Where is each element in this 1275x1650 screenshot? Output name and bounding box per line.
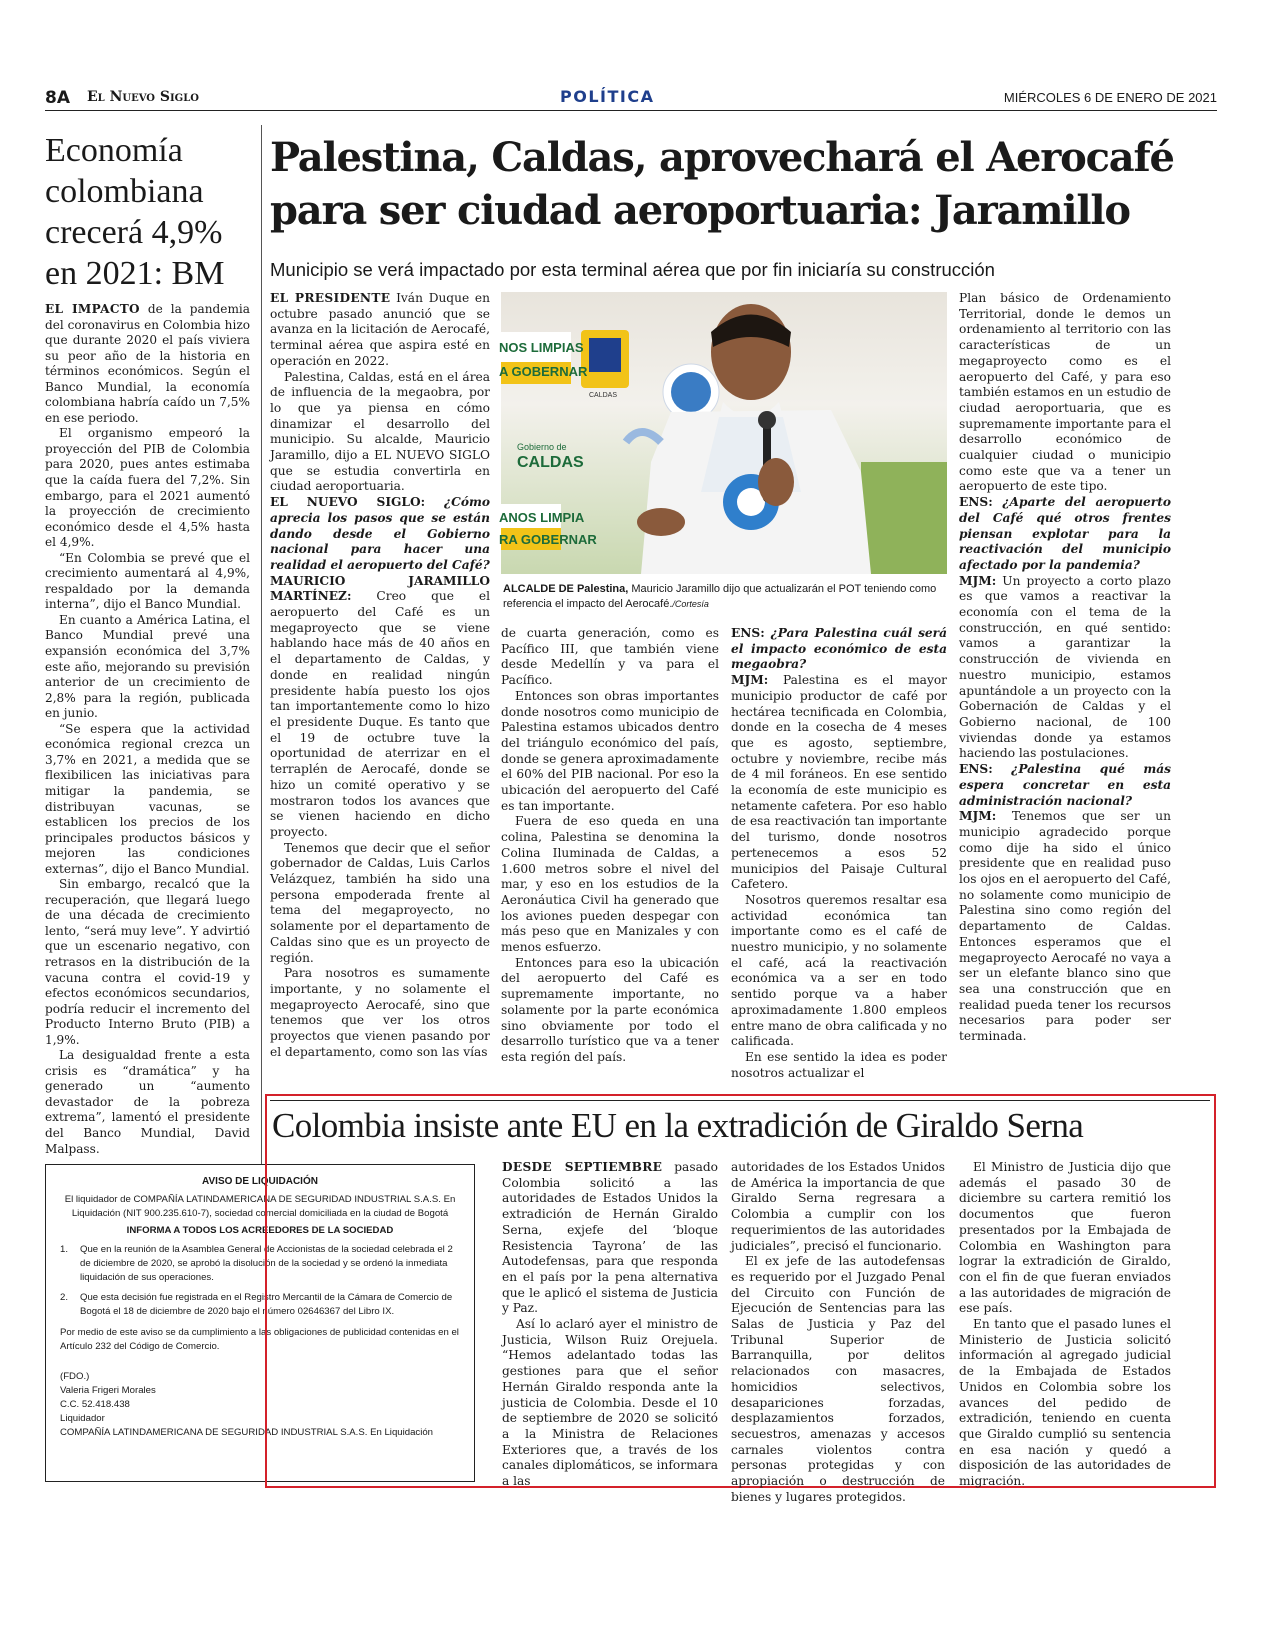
side-paragraph: “Se espera que la actividad económica regional crezca un 3,7% en 2021, a medida que se flexibilicen las iniciativas para mitigar la pandemia, se distribuyan vacunas, se establicen los precios de los principales productos básicos y mejoren las condiciones externas”, dijo el Banco Mundial.: [45, 721, 250, 876]
story2-lead: DESDE SEPTIEMBRE: [502, 1160, 663, 1174]
photo-credit: /Cortesía: [672, 598, 709, 609]
notice-item: 1. Que en la reunión de la Asamblea General de Accionistas de la sociedad celebrada el 2 de diciembre de 2020, se aprobó la disolución de la sociedad y se ordenó la inmediata liquidación de sus operaciones.: [60, 1244, 453, 1283]
side-headline: Economía colombiana crecerá 4,9% en 2021: BM: [45, 132, 225, 292]
interviewer-label: ENS:: [959, 495, 993, 510]
page-header: [45, 86, 1225, 112]
photo-caption: ALCALDE DE Palestina, Mauricio Jaramillo dijo que actualizarán el POT teniendo como referencia el impacto del Aerocafé./Cortesía: [503, 583, 937, 610]
issue-date: MIÉRCOLES 6 DE ENERO DE 2021: [1003, 90, 1217, 105]
photo-seal-text: CALDAS: [589, 392, 618, 399]
notice-heading: INFORMA A TODOS LOS ACREEDORES DE LA SOCIEDAD: [126, 1225, 394, 1236]
interviewer-label: EL NUEVO SIGLO:: [270, 495, 426, 510]
paper-name: El Nuevo Siglo: [87, 89, 199, 105]
main-subheadline: Municipio se verá impactado por esta terminal aérea que por fin iniciaría su construcción: [270, 259, 995, 280]
notice-fdo: (FDO.): [60, 1371, 90, 1382]
notice-company: COMPAÑÍA LATINDAMERICANA DE SEGURIDAD INDUSTRIAL S.A.S. En Liquidación: [60, 1427, 434, 1438]
header-rule: [45, 110, 1217, 111]
photo-banner-text: A GOBERNAR: [499, 364, 588, 379]
story2-column-1: DESDE SEPTIEMBRE pasado Colombia solicitó a las autoridades de Estados Unidos la extradición de Hernán Giraldo Serna, exjefe del ‘bloque Resistencia Tayrona’ de las Autodefensas, para que responda en el país por la pena alternativa que le aplicó el sistema de Justicia y Paz. Así lo aclaró ayer el ministro de Justicia, Wilson Ruiz Orejuela. “Hemos adelantado todas las gestiones para que el señor Hernán Giraldo responda ante la justicia de Colombia. Desde el 10 de septiembre de 2020 se solicitó a la Ministra de Relaciones Exteriores que, a través de los canales diplomáticos, se informara a las: [502, 1160, 718, 1489]
notice-signer-role: Liquidador: [60, 1413, 105, 1424]
column-divider: [261, 125, 262, 1165]
main-column-1: EL PRESIDENTE Iván Duque en octubre pasado anunció que se avanza en la licitación de Aerocafé, terminal aérea que aspira esté en operación en 2022. Palestina, Caldas, está en el área de influencia de la megaobra, por lo que ya piensa en cómo dinamizar el desarrollo del municipio. Su alcalde, Mauricio Jaramillo, dijo a EL NUEVO SIGLO que se estudia convertirla en ciudad aeroportuaria. EL NUEVO SIGLO: ¿Cómo aprecia los pasos que se están dando desde el Gobierno nacional para hacer una realidad el aeropuerto del Café? MAURICIO JARAMILLO MARTÍNEZ: Creo que el aeropuerto del Café es un megaproyecto que se viene hablando hace más de 40 años en el departamento de Caldas, y donde en realidad ningún presidente había puesto los ojos tan importantemente como lo hizo el presidente Duque. Es tanto que el 19 de octubre tuve la oportunidad de aterrizar en el terraplén de Aerocafé, donde se hizo un comité operativo y se mostraron todos los avances que se vienen haciendo en dicho proyecto. Tenemos que decir que el señor gobernador de Caldas, Luis Carlos Velázquez, también ha sido una persona empoderada frente al tema del megaproyecto, no solamente por el departamento de Caldas sino que es un proyecto de región. Para nosotros es sumamente importante, y no solamente el megaproyecto Aerocafé, sino que tenemos que ver los otros proyectos que vienen pasando por el departamento, como son las vías: [270, 291, 490, 1059]
side-paragraph: “En Colombia se prevé que el crecimiento aumentará al 4,9%, respaldado por la demanda interna”, dijo el Banco Mundial.: [45, 550, 250, 612]
interviewee-label: MJM:: [959, 573, 997, 588]
side-lead: EL IMPACTO: [45, 302, 140, 316]
notice-closing: Por medio de este aviso se da cumplimiento a las obligaciones de publicidad contenidas en el Artículo 232 del Código de Comercio.: [60, 1327, 459, 1352]
side-paragraph: El organismo empeoró la proyección del PIB de Colombia para 2020, pues antes estimaba que la caída fuera del 7,2%. Sin embargo, para el 2021 aumentó la proyección de crecimiento económico desde el 4,5% hasta el 4,9%.: [45, 426, 250, 550]
notice-intro: El liquidador de COMPAÑÍA LATINDAMERICANA DE SEGURIDAD INDUSTRIAL S.A.S. En Liquidación (NIT 900.235.610-7), sociedad comercial domiciliada en la ciudad de Bogotá: [64, 1194, 456, 1219]
question: ¿Cómo aprecia los pasos que se están dando desde el Gobierno nacional para hacer una realidad el aeropuerto del Café?: [270, 495, 490, 572]
story-rule: [270, 1100, 1210, 1101]
interviewee-label: MAURICIO JARAMILLO MARTÍNEZ:: [270, 573, 490, 604]
interviewee-label: MJM:: [959, 809, 997, 824]
side-paragraph: En cuanto a América Latina, el Banco Mundial prevé una expansión económica del 3,7% este año, mejorando su previsión anterior de un crecimiento de 2,8% para la región, publicada en junio.: [45, 612, 250, 721]
main-column-3: ENS: ¿Para Palestina cuál será el impacto económico de esta megaobra? MJM: Palestina es el mayor municipio productor de café por hectárea tecnificada en Colombia, donde en la cosecha de 4 meses que es agosto, septiembre, octubre y noviembre, recibe más de 4 mil foráneos. En ese sentido la economía de este municipio es netamente cafetera. Por eso hablo de esa reactivación tan importante del turismo, donde nosotros pertenecemos a esos 52 municipios del Paisaje Cultural Cafetero. Nosotros queremos resaltar esa actividad económica tan importante como es el café de nuestro municipio, y no solamente el café, acá la reactivación económica va a ser en todo sentido porque va a haber aproximadamente 1.800 empleos entre mano de obra calificada y no calificada. En ese sentido la idea es poder nosotros actualizar el: [731, 626, 947, 1080]
story2-column-2: autoridades de los Estados Unidos de América la importancia de que Giraldo Serna regresara a Colombia a cumplir con los requerimientos de las autoridades judiciales”, precisó el funcionario. El ex jefe de las autodefensas es requerido por el Juzgado Penal del Circuito con Función de Ejecución de Sentencias para las Salas de Justicia y Paz del Tribunal Superior de Barranquilla, por delitos relacionados con masacres, homicidios selectivos, desapariciones forzadas, desplazamientos forzados, secuestros, amenazas y accesos carnales violentos contra personas protegidas y con apropiación o destrucción de bienes y lugares protegidos.: [731, 1160, 945, 1504]
main-column-4: Plan básico de Ordenamiento Territorial, donde le demos un ordenamiento al territorio con las características de un megaproyecto como es el aeropuerto del Café, y para eso también estamos en un estudio de ciudad aeroportuaria, que es supremamente importante para el desarrollo económico de cualquier ciudad o municipio como este que va a tener un aeropuerto de este tipo. ENS: ¿Aparte del aeropuerto del Café qué otros frentes piensan explotar para la reactivación del municipio afectado por la pandemia? MJM: Un proyecto a corto plazo es que vamos a reactivar la economía con el tema de la construcción, en qué sentido: vamos a garantizar la construcción de vivienda en nuestro municipio, estamos apuntándole a un proyecto con la Gobernación de Caldas y el Gobierno nacional, de 100 viviendas donde ya estamos haciendo las postulaciones. ENS: ¿Palestina qué más espera concretar en esta administración nacional? MJM: Tenemos que ser un municipio agradecido porque como dije ha sido el único presidente que en realidad puso los ojos en el aeropuerto del Café, no solamente como municipio de Palestina sino como región del departamento de Caldas. Entonces esperamos que el megaproyecto Aerocafé no vaya a ser un elefante blanco sino que sea una construcción que en realidad pueda tener los recursos necesarios para poder ser terminada.: [959, 291, 1171, 1044]
notice-signer-id: C.C. 52.418.438: [60, 1399, 130, 1410]
photo-logo-small: Gobierno de: [517, 442, 567, 452]
main-lead: EL PRESIDENTE: [270, 291, 391, 305]
side-story: EL IMPACTO de la pandemia del coronavirus en Colombia hizo que durante 2020 el país viviera su peor año de la historia en términos económicos. Según el Banco Mundial, la economía colombiana habría caído un 7,5% en ese periodo. El organismo empeoró la proyección del PIB de Colombia para 2020, pues antes estimaba que la caída fuera del 7,2%. Sin embargo, para el 2021 aumentó la proyección de crecimiento económico desde el 4,5% hasta el 4,9%. “En Colombia se prevé que el crecimiento aumentará al 4,9%, respaldado por la demanda interna”, dijo el Banco Mundial. En cuanto a América Latina, el Banco Mundial prevé una expansión económica del 3,7% este año, mejorando su previsión anterior de un crecimiento de 2,8% para la región, publicada en junio. “Se espera que la actividad económica regional crezca un 3,7% en 2021, a medida que se flexibilicen las iniciativas para mitigar la pandemia, se distribuyan vacunas, se establicen los precios de los principales productos básicos y mejoren las condiciones externas”, dijo el Banco Mundial. Sin embargo, recalcó que la recuperación, que llegará luego de una década de crecimiento lento, “será muy leve”. Y advirtió que un escenario negativo, con retrasos en la distribución de la vacuna contra el covid-19 y efectos económicos secundarios, podría reducir el incremento del Producto Interno Bruto (PIB) a 1,9%. La desigualdad frente a esta crisis es “dramática” y ha generado un “aumento devastador de la pobreza extrema”, lamentó el presidente del Banco Mundial, David Malpass.: [45, 302, 250, 1156]
interviewee-label: MJM:: [731, 673, 769, 688]
question: ¿Aparte del aeropuerto del Café qué otros frentes piensan explotar para la reactivación del municipio afectado por la pandemia?: [959, 495, 1171, 572]
photo-banner-text: ANOS LIMPIA: [499, 510, 585, 525]
main-headline: Palestina, Caldas, aprovechará el Aerocafé para ser ciudad aeroportuaria: Jaramillo: [270, 134, 1174, 234]
notice-item: 2. Que esta decisión fue registrada en el Registro Mercantil de la Cámara de Comercio de Bogotá el 18 de diciembre de 2020 bajo el número 02646367 del Libro IX.: [60, 1292, 453, 1317]
notice-signer-name: Valeria Frigeri Morales: [60, 1385, 156, 1396]
photo-banner-text: NOS LIMPIAS: [499, 340, 584, 355]
interviewer-label: ENS:: [959, 762, 993, 777]
page-number: 8A: [45, 88, 70, 108]
section-name: POLÍTICA: [560, 87, 655, 106]
story2-headline: Colombia insiste ante EU en la extradición de Giraldo Serna: [272, 1106, 1084, 1145]
photo-banner-text: RA GOBERNAR: [499, 532, 597, 547]
question: ¿Palestina qué más espera concretar en esta administración nacional?: [959, 762, 1171, 808]
notice-title: AVISO DE LIQUIDACIÓN: [202, 1176, 318, 1187]
photo-logo-big: CALDAS: [517, 454, 584, 471]
story2-column-3: El Ministro de Justicia dijo que además el pasado 30 de diciembre su cartera remitió los documentos que fueron presentados por la Embajada de Colombia en Washington para lograr la extradición de Giraldo, con el fin de que fueran enviados a las autoridades de migración de ese país. En tanto que el pasado lunes el Ministerio de Justicia solicitó información al agregado judicial de la Embajada de Estados Unidos en Colombia sobre los avances del pedido de extradición, teniendo en cuenta que Giraldo cumplió su sentencia en esa nación y quedó a disposición de las autoridades de migración.: [959, 1160, 1171, 1489]
question: ¿Para Palestina cuál será el impacto económico de esta megaobra?: [731, 626, 947, 672]
side-paragraph: La desigualdad frente a esta crisis es “dramática” y ha generado un “aumento devastador de la pobreza extrema”, lamentó el presidente del Banco Mundial, David Malpass.: [45, 1048, 250, 1156]
main-photo: [501, 292, 947, 574]
main-column-2: de cuarta generación, como es Pacífico III, que también viene desde Medellín y va para el Pacífico. Entonces son obras importantes donde nosotros como municipio de Palestina estamos ubicados dentro del triángulo económico del país, donde se genera aproximadamente el 60% del PIB nacional. Por eso la ubicación del aeropuerto del Café es tan importante. Fuera de eso queda en una colina, Palestina se denomina la Colina Iluminada de Caldas, a 1.600 metros sobre el nivel del mar, y eso en los estudios de la Aeronáutica Civil ha generado que los aviones pueden despegar con más peso que en Manizales y con menos esfuerzo. Entonces para eso la ubicación del aeropuerto del Café es supremamente importante, no solamente por la parte económica sino obviamente por todo el desarrollo turístico que va a tener esta región del país.: [501, 626, 719, 1064]
side-paragraph: Sin embargo, recalcó que la recuperación, que llegará luego de una década de crecimiento lento, “será muy leve”. Y advirtió que un escenario negativo, con retrasos en la distribución de la vacuna contra el covid-19 y efectos económicos secundarios, podría reducir el incremento del Producto Interno Bruto (PIB) a 1,9%.: [45, 877, 250, 1047]
interviewer-label: ENS:: [731, 626, 765, 640]
